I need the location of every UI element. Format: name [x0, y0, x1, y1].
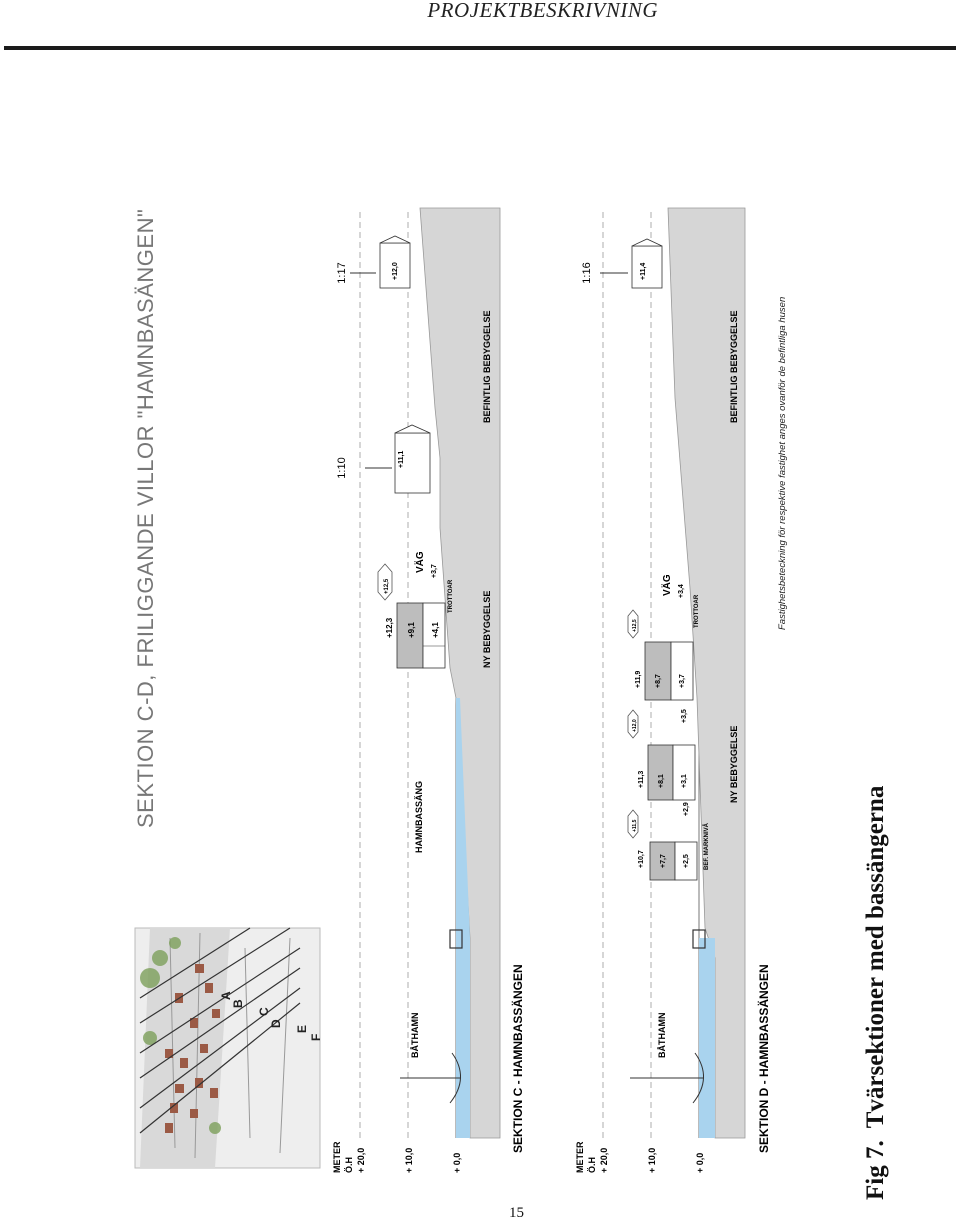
section-d-house-1 [628, 802, 697, 880]
section-d-house-2 [628, 709, 695, 800]
section-d-level-10-7: +10,7 [638, 850, 645, 868]
figure-caption-text: Tvärsektioner med bassängerna [862, 785, 889, 1129]
section-c-ratio-1-10: 1:10 [336, 457, 348, 479]
section-c-level-12-0: +12,0 [392, 262, 399, 280]
map-label-e: E [295, 1024, 309, 1033]
section-d-bef-markniva: BEF. MARKNIVÅ [704, 822, 710, 870]
section-d-level-12-0: +12,0 [632, 719, 638, 732]
drawing-rotated-group [133, 208, 788, 1173]
section-c-level-9-1: +9,1 [407, 622, 416, 638]
map-label-d: D [269, 1019, 283, 1028]
section-d-befintlig-bebyggelse: BEFINTLIG BEBYGGELSE [729, 310, 739, 423]
section-d-level-3-1: +3,1 [681, 774, 688, 788]
section-d-level-3-7: +3,7 [679, 674, 686, 688]
section-c-reference-lines [360, 208, 408, 1138]
section-d-trottoar: TROTTOAR [694, 594, 700, 628]
section-d-level-11-9: +11,9 [635, 670, 642, 688]
figure-caption-prefix: Fig 7. [862, 1140, 889, 1200]
section-c-new-house [385, 603, 445, 668]
section-d-level-12-5: +12,5 [632, 619, 638, 632]
section-d-ratio-1-16: 1:16 [581, 262, 593, 284]
header-title: PROJEKTBESKRIVNING [427, 0, 658, 22]
section-d-level-8-7: +8,7 [655, 674, 662, 688]
section-c-existing-house-2 [380, 236, 410, 288]
section-c-level-3-7: +3,7 [431, 564, 438, 578]
section-c-hamnbassang: HAMNBASSÄNG [414, 781, 424, 853]
section-c-plus20: + 20,0 [356, 1147, 366, 1173]
section-c-bathamn: BÅTHAMN [410, 1012, 420, 1058]
section-d-water [699, 938, 715, 1138]
section-d-title: SEKTION D - HAMNBASSÄNGEN [757, 964, 771, 1153]
section-c [332, 208, 525, 1173]
section-d-reference-lines [603, 208, 651, 1138]
section-c-level-tag [378, 564, 392, 600]
section-d-plus20: + 20,0 [599, 1147, 609, 1173]
map-label-c: C [257, 1007, 271, 1016]
section-d-level-2-5: +2,5 [683, 854, 690, 868]
drawing-title: SEKTION C-D, FRILIGGANDE VILLOR "HAMNBASÄNGEN" [133, 208, 158, 828]
section-c-boat [400, 1053, 461, 1103]
section-d [575, 208, 771, 1173]
map-label-b: B [231, 999, 245, 1008]
section-d-level-11-4: +11,4 [640, 262, 647, 280]
section-c-title: SEKTION C - HAMNBASSÄNGEN [511, 964, 525, 1153]
section-d-level-3-5: +3,5 [681, 709, 688, 723]
section-d-plus10: + 10,0 [647, 1147, 657, 1173]
page-number: 15 [509, 1205, 524, 1221]
section-d-existing-house [632, 239, 662, 288]
section-d-boat [630, 1053, 704, 1103]
site-map [135, 928, 323, 1168]
section-d-level-11-5: +11,5 [632, 819, 638, 832]
section-d-vag: VÄG [662, 574, 673, 596]
section-d-level-2-9: +2,9 [683, 802, 690, 816]
section-c-zero: + 0,0 [452, 1152, 462, 1173]
section-d-oh: Ö.H [587, 1156, 597, 1173]
map-label-f: F [309, 1033, 323, 1041]
section-c-level-12-3: +12,3 [385, 617, 394, 638]
section-d-zero: + 0,0 [695, 1152, 705, 1173]
section-c-ratio-1-17: 1:17 [336, 262, 348, 284]
section-d-level-8-1: +8,1 [658, 774, 665, 788]
section-d-bathamn: BÅTHAMN [657, 1012, 667, 1058]
section-c-vag: VÄG [415, 551, 426, 573]
drawing-footnote: Fastighetsbeteckning för respektive fastighet anges ovanför de befintliga husen [777, 296, 788, 630]
section-d-level-3-4: +3,4 [678, 584, 685, 598]
section-c-plus10: + 10,0 [404, 1147, 414, 1173]
section-c-existing-house-1 [395, 425, 430, 493]
section-c-meter: METER [332, 1141, 342, 1173]
section-d-meter: METER [575, 1141, 585, 1173]
figure-caption [862, 786, 890, 1200]
section-c-ny-bebyggelse: NY BEBYGGELSE [482, 590, 492, 668]
section-c-befintlig-bebyggelse: BEFINTLIG BEBYGGELSE [482, 310, 492, 423]
map-label-a: A [219, 991, 233, 1000]
section-c-trottoar: TROTTOAR [448, 579, 454, 613]
section-c-level-12-5: +12,5 [384, 578, 390, 594]
section-d-ny-bebyggelse: NY BEBYGGELSE [729, 725, 739, 803]
section-d-house-3 [628, 610, 693, 700]
section-c-oh: Ö.H [344, 1156, 354, 1173]
section-c-level-4-1: +4,1 [431, 622, 440, 638]
section-d-level-7-7: +7,7 [660, 854, 667, 868]
section-c-level-11-1: +11,1 [398, 450, 405, 468]
section-d-level-11-3: +11,3 [638, 770, 645, 788]
